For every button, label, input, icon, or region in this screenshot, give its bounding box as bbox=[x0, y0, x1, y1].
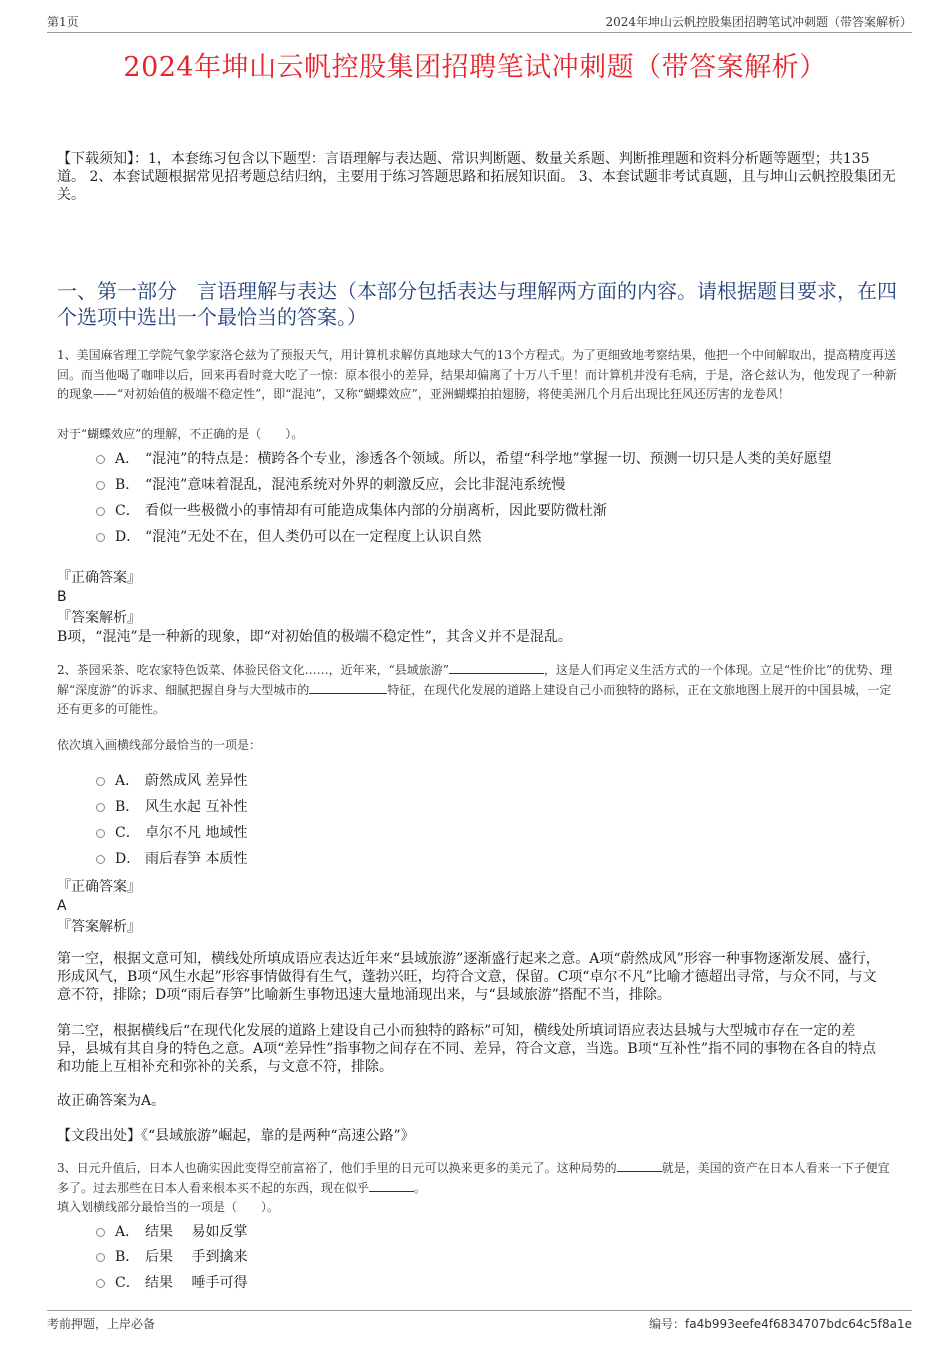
analysis-label: 『答案解析』 bbox=[57, 610, 141, 626]
correct-answer-label: 『正确答案』 bbox=[57, 879, 141, 895]
question-1-text: 1、美国麻省理工学院气象学家洛仑兹为了预报天气，用计算机求解仿真地球大气的13个方程式。为了更细致地考察结果，他把一个中间解取出，提高精度再送回。而当他喝了咖啡以后，回来再看时竟大吃了一惊：原本很小的差异，结果却偏离了十万八千里！而计算机并没有毛病，于是，洛仑兹认为，他发现了一种新的现象——“对初始值的极端不稳定性”，即“混沌”，又称“蝴蝶效应”，亚洲蝴蝶拍拍翅膀，将使美洲几个月后出现比狂风还厉害的龙卷风！ bbox=[57, 348, 898, 401]
option-letter: A． bbox=[115, 1224, 140, 1240]
blank-line bbox=[449, 661, 544, 674]
question-2-analysis-p1: 第一空，根据文意可知，横线处所填成语应表达近年来“县域旅游”逐渐盛行起来之意。A项“蔚然成风”形容一种事物逐渐发展、盛行，形成风气，B项“风生水起”形容事情做得有生气，蓬勃兴旺，均符合文意，保留。C项“卓尔不凡”比喻才德超出寻常，与众不同，与文意不符，排除；D项“雨后春笋”比喻新生事物迅速大量地涌现出来，与“县域旅游”搭配不当，排除。 bbox=[57, 951, 880, 1003]
radio-icon[interactable] bbox=[96, 777, 105, 786]
question-3-option-c[interactable] bbox=[96, 1272, 247, 1294]
option-letter: A． bbox=[115, 451, 140, 467]
radio-icon[interactable] bbox=[96, 481, 105, 490]
question-2-option-c[interactable] bbox=[96, 822, 247, 844]
serial-value: fa4b993eefe4f6834707bdc64c5f8a1e bbox=[685, 1317, 912, 1331]
footer-slogan: 考前押题，上岸必备 bbox=[47, 1317, 156, 1331]
question-1-option-c[interactable] bbox=[96, 500, 607, 522]
question-3-text-part: 3、日元升值后，日本人也确实因此变得空前富裕了，他们手里的日元可以换来更多的美元了。这种局势的 bbox=[57, 1161, 617, 1175]
option-text: “混沌”无处不在，但人类仍可以在一定程度上认识自然 bbox=[145, 529, 482, 545]
radio-icon[interactable] bbox=[96, 855, 105, 864]
option-text: 看似一些极微小的事情却有可能造成集体内部的分崩离析，因此要防微杜渐 bbox=[145, 503, 607, 519]
radio-icon[interactable] bbox=[96, 507, 105, 516]
question-2-text bbox=[57, 661, 897, 720]
option-letter: A． bbox=[115, 773, 140, 789]
option-text: 蔚然成风 差异性 bbox=[145, 773, 248, 789]
option-letter: C． bbox=[115, 1275, 140, 1291]
option-text: “混沌”意味着混乱，混沌系统对外界的刺激反应，会比非混沌系统慢 bbox=[145, 477, 566, 493]
question-2-prompt: 依次填入画横线部分最恰当的一项是： bbox=[57, 738, 262, 752]
running-header-title: 2024年坤山云帆控股集团招聘笔试冲刺题（带答案解析） bbox=[605, 15, 912, 29]
blank-line bbox=[617, 1159, 662, 1172]
blank-line bbox=[369, 1179, 414, 1192]
option-text: 后果 手到擒来 bbox=[145, 1249, 248, 1265]
header-divider bbox=[47, 32, 912, 33]
radio-icon[interactable] bbox=[96, 455, 105, 464]
radio-icon[interactable] bbox=[96, 1253, 105, 1262]
document-serial bbox=[649, 1315, 912, 1332]
question-2-text-part: ，这是人们再定义生活方式的一个体现。立足“性价比”的优势、理解“深度游”的诉求、细腻把握自身与大型城市的 bbox=[57, 663, 893, 697]
option-text: 卓尔不凡 地域性 bbox=[145, 825, 248, 841]
document-title: 2024年坤山云帆控股集团招聘笔试冲刺题（带答案解析） bbox=[123, 52, 827, 83]
question-1-option-a[interactable] bbox=[96, 448, 832, 470]
question-2-text-part: 特征，在现代化发展的道路上建设自己小而独特的路标，正在文旅地图上展开的中国县城，一定还有更多的可能性。 bbox=[57, 682, 892, 716]
footer-divider bbox=[47, 1310, 912, 1311]
question-2-answer: A bbox=[57, 898, 67, 914]
option-text: 结果 易如反掌 bbox=[145, 1224, 248, 1240]
radio-icon[interactable] bbox=[96, 1279, 105, 1288]
question-2-option-b[interactable] bbox=[96, 796, 247, 818]
question-3-option-b[interactable] bbox=[96, 1246, 247, 1268]
option-letter: B． bbox=[115, 477, 140, 493]
section-heading: 一、第一部分 言语理解与表达（本部分包括表达与理解两方面的内容。请根据题目要求，在四个选项中选出一个最恰当的答案。） bbox=[57, 279, 897, 329]
question-3-text bbox=[57, 1159, 897, 1198]
download-notice: 【下载须知】：1，本套练习包含以下题型：言语理解与表达题、常识判断题、数量关系题、判断推理题和资料分析题等题型；共135道。 2、本套试题根据常见招考题总结归纳，主要用于练习答题思路和拓展知识面。 3、本套试题非考试真题，且与坤山云帆控股集团无关。 bbox=[57, 151, 896, 203]
radio-icon[interactable] bbox=[96, 829, 105, 838]
radio-icon[interactable] bbox=[96, 803, 105, 812]
page-number: 第1页 bbox=[47, 15, 79, 29]
option-letter: B． bbox=[115, 799, 140, 815]
question-2-text-part: 2、茶园采茶、吃农家特色饭菜、体验民俗文化……，近年来，“县域旅游” bbox=[57, 663, 449, 677]
question-1-prompt: 对于“蝴蝶效应”的理解，不正确的是（ ）。 bbox=[57, 427, 304, 441]
question-1-answer: B bbox=[57, 589, 67, 605]
question-3-text-part: 。 bbox=[414, 1180, 427, 1195]
option-letter: B． bbox=[115, 1249, 140, 1265]
question-2-option-d[interactable] bbox=[96, 848, 247, 870]
question-3-prompt: 填入划横线部分最恰当的一项是（ ）。 bbox=[57, 1200, 280, 1214]
blank-line bbox=[309, 681, 387, 694]
option-text: 风生水起 互补性 bbox=[145, 799, 248, 815]
question-2-option-a[interactable] bbox=[96, 770, 247, 792]
option-letter: D． bbox=[115, 529, 141, 545]
question-3-option-a[interactable] bbox=[96, 1221, 247, 1243]
question-2-conclusion: 故正确答案为A。 bbox=[57, 1093, 166, 1109]
question-1-option-d[interactable] bbox=[96, 526, 481, 548]
serial-label: 编号： bbox=[649, 1317, 686, 1331]
question-1-analysis: B项，“混沌”是一种新的现象，即“对初始值的极端不稳定性”，其含义并不是混乱。 bbox=[57, 629, 572, 645]
option-text: “混沌”的特点是：横跨各个专业，渗透各个领域。所以，希望“科学地”掌握一切、预测一切只是人类的美好愿望 bbox=[145, 451, 832, 467]
question-3-text-part: 就是，美国的资产在日本人看来一下子便宜多了。过去那些在日本人看来根本买不起的东西，现在似乎 bbox=[57, 1161, 890, 1195]
analysis-label: 『答案解析』 bbox=[57, 919, 141, 935]
option-text: 雨后春笋 本质性 bbox=[145, 851, 248, 867]
question-1-option-b[interactable] bbox=[96, 474, 565, 496]
option-text: 结果 唾手可得 bbox=[145, 1275, 248, 1291]
option-letter: C． bbox=[115, 503, 140, 519]
radio-icon[interactable] bbox=[96, 1228, 105, 1237]
radio-icon[interactable] bbox=[96, 533, 105, 542]
question-2-source: 【文段出处】《“县域旅游”崛起，靠的是两种“高速公路”》 bbox=[57, 1128, 415, 1144]
option-letter: C． bbox=[115, 825, 140, 841]
question-2-analysis-p2: 第二空，根据横线后“在现代化发展的道路上建设自己小而独特的路标”可知，横线处所填词语应表达县城与大型城市存在一定的差异，县城有其自身的特色之意。A项“差异性”指事物之间存在不同、差异，符合文意，当选。B项“互补性”指不同的事物在各自的特点和功能上互相补充和弥补的关系，与文意不符，排除。 bbox=[57, 1023, 877, 1075]
option-letter: D． bbox=[115, 851, 141, 867]
correct-answer-label: 『正确答案』 bbox=[57, 570, 141, 586]
